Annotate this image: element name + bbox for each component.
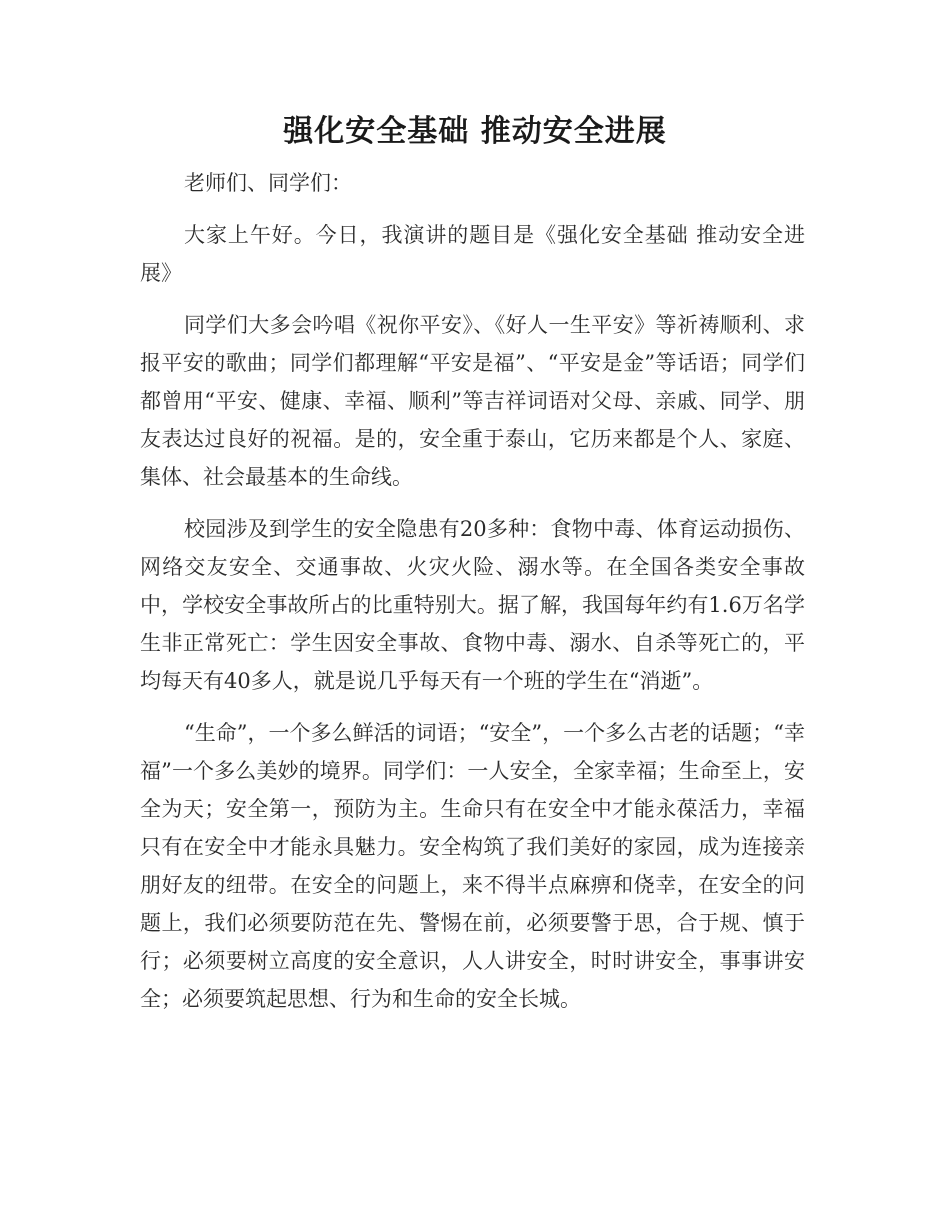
document-title: 强化安全基础 推动安全进展	[283, 114, 667, 149]
paragraph-blessings: 同学们大多会吟唱《祝你平安》、《好人一生平安》等祈祷顺利、求报平安的歌曲；同学们都理解“平安是福”、“平安是金”等话语；同学们都曾用“平安、健康、幸福、顺利”等吉祥词语对父母、亲戚、同学、朋友表达过良好的祝福。是的，安全重于泰山，它历来都是个人、家庭、集体、社会最基本的生命线。	[140, 313, 805, 489]
paragraph-intro: 大家上午好。今日，我演讲的题目是《强化安全基础 推动安全进展》	[140, 223, 805, 285]
document-body	[140, 164, 805, 1032]
paragraph-campus-hazards: 校园涉及到学生的安全隐患有20多种：食物中毒、体育运动损伤、网络交友安全、交通事故、火灾火险、溺水等。在全国各类安全事故中，学校安全事故所占的比重特别大。据了解，我国每年约有1.6万名学生非正常死亡：学生因安全事故、食物中毒、溺水、自杀等死亡的，平均每天有40多人，就是说几乎每天有一个班的学生在“消逝”。	[140, 517, 805, 693]
paragraph-safety-values: “生命”，一个多么鲜活的词语；“安全”，一个多么古老的话题；“幸福”一个多么美妙的境界。同学们：一人安全，全家幸福；生命至上，安全为天；安全第一，预防为主。生命只有在安全中才能永葆活力，幸福只有在安全中才能永具魅力。安全构筑了我们美好的家园，成为连接亲朋好友的纽带。在安全的问题上，来不得半点麻痹和侥幸，在安全的问题上，我们必须要防范在先、警惕在前，必须要警于思，合于规、慎于行；必须要树立高度的安全意识，人人讲安全，时时讲安全，事事讲安全；必须要筑起思想、行为和生命的安全长城。	[140, 721, 805, 1011]
paragraph-greeting: 老师们、同学们：	[184, 171, 352, 195]
